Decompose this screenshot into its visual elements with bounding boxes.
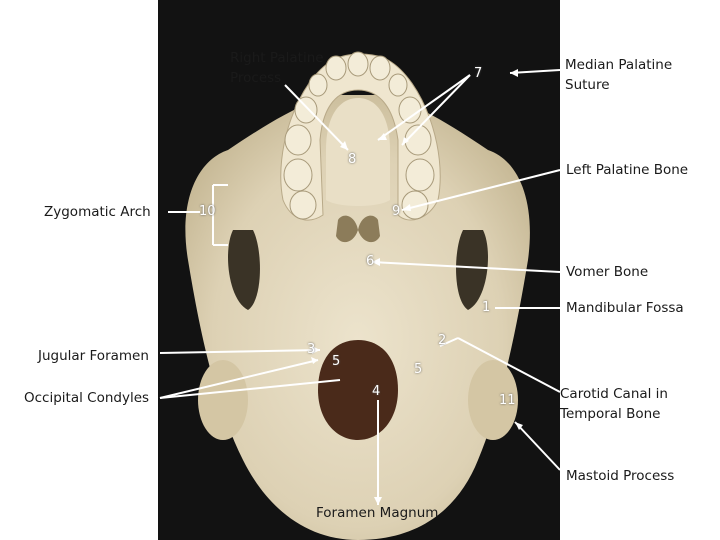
marker-4: 4 [372, 384, 381, 399]
marker-11: 11 [499, 393, 516, 408]
marker-5-right: 5 [414, 362, 423, 377]
marker-10: 10 [199, 204, 216, 219]
label-occipital-condyles: Occipital Condyles [24, 390, 150, 406]
label-foramen-magnum: Foramen Magnum [316, 505, 439, 521]
label-mandibular-fossa: Mandibular Fossa [566, 300, 684, 316]
marker-6: 6 [366, 254, 375, 269]
label-carotid-canal: Carotid Canal in Temporal Bone [560, 386, 668, 422]
marker-5-left: 5 [332, 354, 341, 369]
marker-3: 3 [307, 342, 316, 357]
label-jugular-foramen: Jugular Foramen [38, 348, 149, 364]
label-zygomatic-arch: Zygomatic Arch [44, 204, 151, 220]
marker-1: 1 [482, 300, 491, 315]
marker-7: 7 [474, 66, 483, 81]
label-vomer-bone: Vomer Bone [566, 264, 649, 280]
label-median-palatine-suture: Median Palatine Suture [565, 57, 673, 93]
label-mastoid-process: Mastoid Process [566, 468, 675, 484]
marker-9: 9 [392, 204, 401, 219]
marker-2: 2 [438, 333, 447, 348]
marker-8: 8 [348, 152, 357, 167]
label-right-palatine-process: Right Palatine Process [230, 50, 324, 86]
label-left-palatine-bone: Left Palatine Bone [566, 162, 689, 178]
